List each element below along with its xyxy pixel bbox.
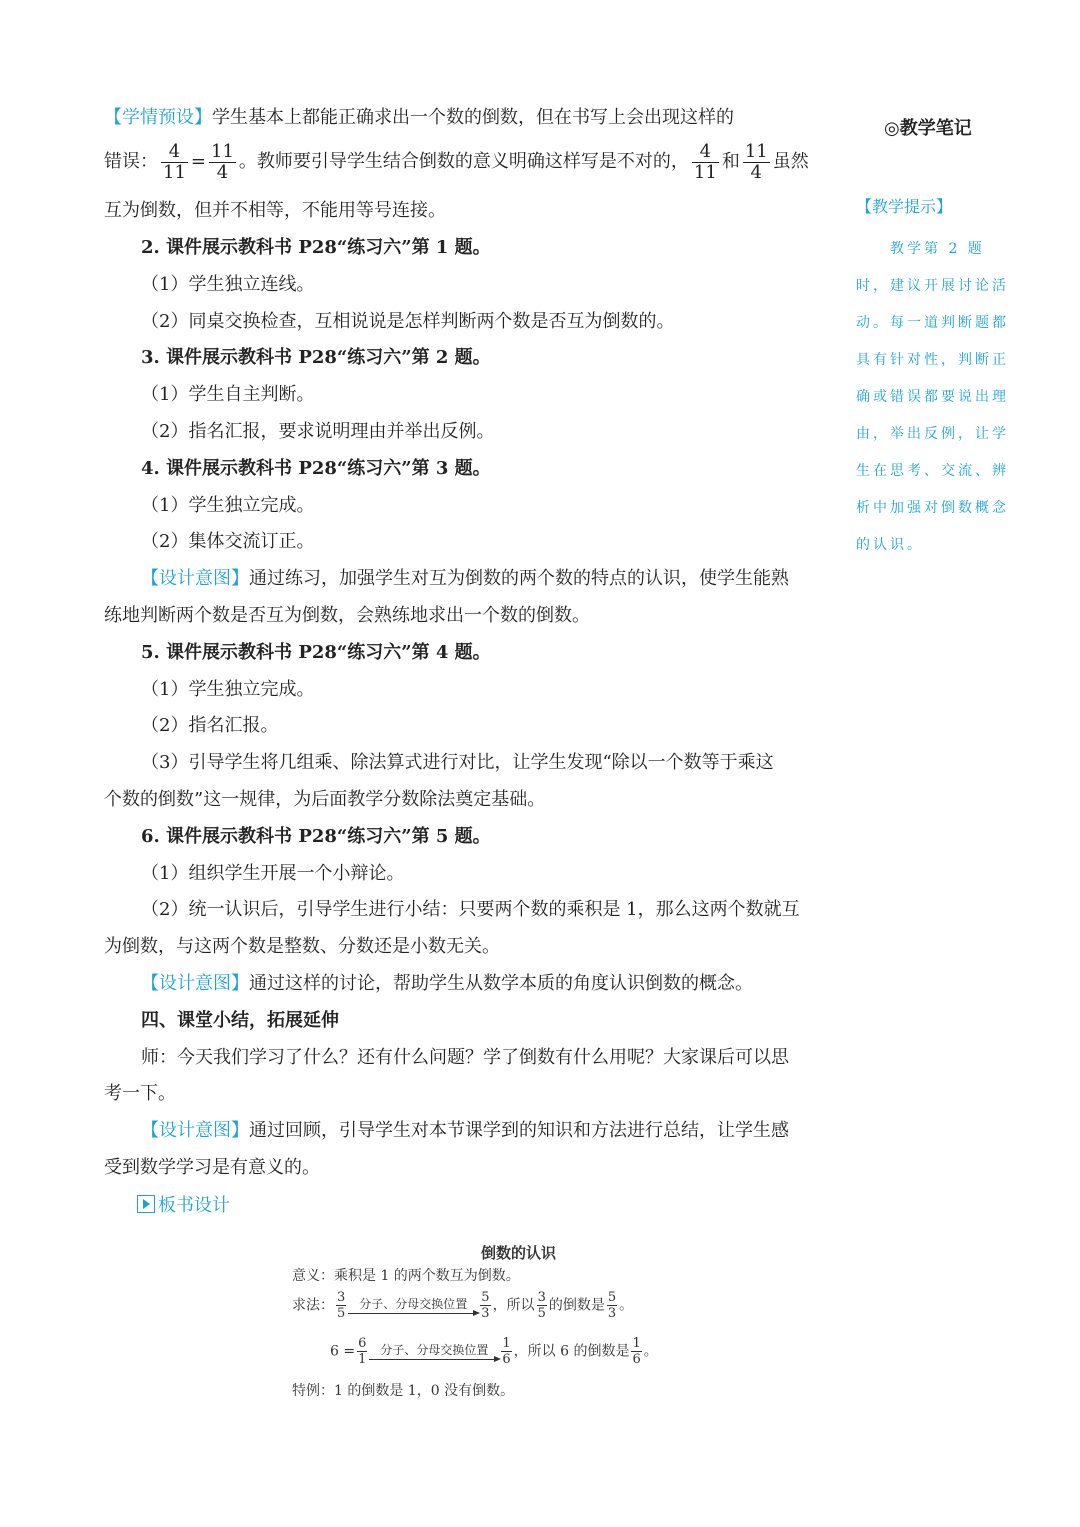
step-item: （1）学生独立完成。 — [141, 679, 315, 700]
board-title: 倒数的认识 — [481, 1244, 557, 1262]
fraction: $\frac{5}{3}$ — [607, 1290, 617, 1321]
reciprocal-of-text: 的倒数是 — [548, 1297, 605, 1314]
step-item: （3）引导学生将几组乘、除法算式进行对比，让学生发现“除以一个数等于乘这 — [141, 752, 774, 773]
step-item: （2）统一认识后，引导学生进行小结：只要两个数的乘积是 1，那么这两个数就互 — [141, 899, 800, 920]
learning-preset-text: 学生基本上都能正确求出一个数的倒数，但在书写上会出现这样的 — [212, 107, 734, 128]
fraction: $\frac{4}{11}$ — [693, 140, 717, 183]
fraction: $\frac{3}{5}$ — [337, 1290, 346, 1321]
paragraph-line: 考一下。 — [104, 1083, 176, 1104]
paragraph-line: 练地判断两个数是否互为倒数，会熟练地求出一个数的倒数。 — [104, 605, 590, 626]
board-meaning: 意义：乘积是 1 的两个数互为倒数。 — [292, 1268, 520, 1284]
design-intent-paragraph — [141, 567, 789, 591]
exercise-heading-5: 5. 课件展示教科书 P28“练习六”第 4 题。 — [141, 642, 491, 663]
swap-arrow: 分子、分母交换位置 — [369, 1343, 499, 1360]
fraction: $\frac{11}{4}$ — [744, 140, 768, 183]
board-special: 特例：1 的倒数是 1，0 没有倒数。 — [292, 1383, 515, 1399]
exercise-heading-4: 4. 课件展示教科书 P28“练习六”第 3 题。 — [141, 458, 491, 479]
step-item: （1）学生独立连线。 — [141, 274, 315, 295]
design-intent-paragraph — [141, 972, 753, 996]
paragraph-line: 个数的倒数”这一规律，为后面教学分数除法奠定基础。 — [104, 789, 546, 810]
error-explanation: 。教师要引导学生结合倒数的意义明确这样写是不对的， — [238, 151, 689, 172]
method-label: 求法： — [292, 1297, 334, 1314]
step-item: （2）指名汇报。 — [141, 715, 279, 736]
exercise-heading-2: 2. 课件展示教科书 P28“练习六”第 1 题。 — [141, 237, 491, 258]
fraction: $\frac{1}{6}$ — [632, 1336, 641, 1367]
teaching-tip-heading: 【教学提示】 — [856, 197, 953, 216]
board-design-label: 板书设计 — [158, 1195, 230, 1216]
so-text: ，所以 6 的倒数是 — [513, 1343, 630, 1360]
paragraph-line: 互为倒数，但并不相等，不能用等号连接。 — [104, 200, 446, 221]
board-six-line — [330, 1336, 658, 1367]
equals-sign: = — [190, 151, 206, 172]
design-intent-text: 通过这样的讨论，帮助学生从数学本质的角度认识倒数的概念。 — [249, 973, 753, 994]
period: 。 — [619, 1297, 634, 1314]
fraction: $\frac{1}{6}$ — [502, 1336, 511, 1367]
teacher-line: 师：今天我们学习了什么？还有什么问题？学了倒数有什么用呢？大家课后可以思 — [141, 1047, 789, 1068]
board-design-heading — [137, 1191, 230, 1217]
error-label: 错误： — [104, 151, 158, 172]
exercise-heading-3: 3. 课件展示教科书 P28“练习六”第 2 题。 — [141, 347, 491, 368]
learning-preset-paragraph — [104, 106, 734, 130]
design-intent-paragraph — [141, 1119, 789, 1143]
and-word: 和 — [721, 151, 740, 172]
fraction: $\frac{4}{11}$ — [163, 140, 186, 183]
paragraph-line: 受到数学学习是有意义的。 — [104, 1157, 320, 1178]
although-word: 虽然 — [772, 151, 809, 172]
design-intent-text: 通过回顾，引导学生对本节课学到的知识和方法进行总结，让学生感 — [249, 1120, 789, 1141]
step-item: （2）集体交流订正。 — [141, 531, 315, 552]
step-item: （1）组织学生开展一个小辩论。 — [141, 863, 405, 884]
play-box-icon — [137, 1195, 155, 1213]
design-intent-tag: 【设计意图】 — [141, 568, 249, 589]
six-equals: 6 = — [330, 1343, 356, 1360]
step-item: （2）指名汇报，要求说明理由并举出反例。 — [141, 421, 495, 442]
design-intent-tag: 【设计意图】 — [141, 973, 249, 994]
design-intent-text: 通过练习，加强学生对互为倒数的两个数的特点的认识，使学生能熟 — [249, 568, 789, 589]
teaching-notes-title: ◎教学笔记 — [884, 118, 972, 139]
paragraph-line: 为倒数，与这两个数是整数、分数还是小数无关。 — [104, 936, 500, 957]
step-item: （1）学生独立完成。 — [141, 495, 315, 516]
error-example-line — [104, 138, 809, 186]
fraction: $\frac{5}{3}$ — [481, 1290, 490, 1321]
so-text: ，所以 — [492, 1297, 535, 1314]
fraction: $\frac{11}{4}$ — [211, 140, 234, 183]
exercise-heading-6: 6. 课件展示教科书 P28“练习六”第 5 题。 — [141, 826, 491, 847]
swap-arrow: 分子、分母交换位置 — [348, 1297, 478, 1314]
board-method-line — [292, 1290, 633, 1321]
design-intent-tag: 【设计意图】 — [141, 1120, 249, 1141]
step-item: （2）同桌交换检查，互相说说是怎样判断两个数是否互为倒数的。 — [141, 311, 675, 332]
section-heading: 四、课堂小结，拓展延伸 — [141, 1010, 339, 1031]
fraction: $\frac{6}{1}$ — [358, 1336, 367, 1367]
period: 。 — [643, 1343, 658, 1360]
fraction: $\frac{3}{5}$ — [537, 1290, 546, 1321]
step-item: （1）学生自主判断。 — [141, 384, 315, 405]
learning-preset-tag: 【学情预设】 — [104, 107, 212, 128]
teaching-tip-text: 教学第 2 题时，建议开展讨论活动。每一道判断题都具有针对性，判断正确或错误都要说出理由，举出反例，让学生在思考、交流、辨析中加强对倒数概念的认识。 — [856, 241, 1009, 553]
